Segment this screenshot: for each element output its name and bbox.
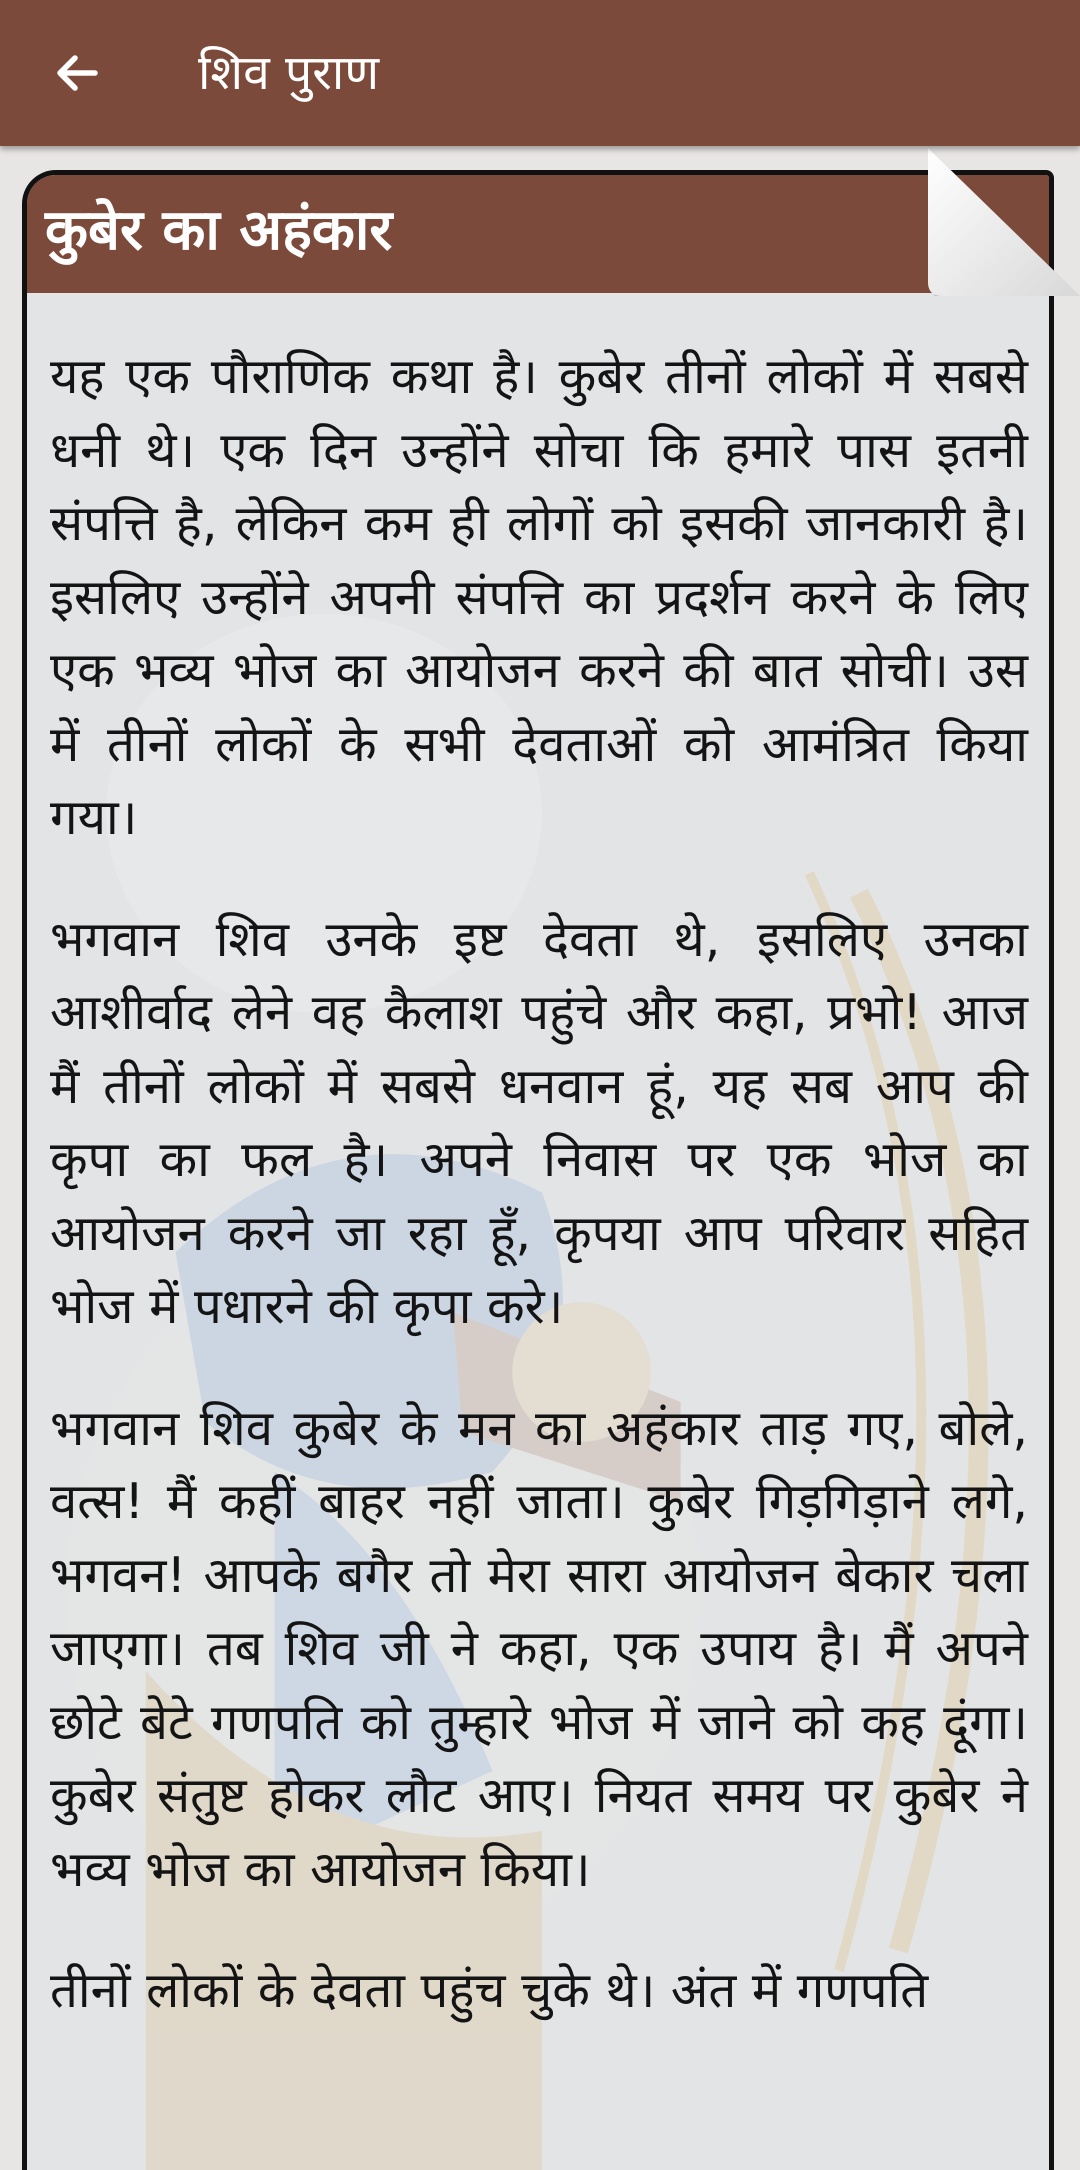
- back-button[interactable]: [40, 36, 114, 110]
- app-title: शिव पुराण: [198, 45, 380, 101]
- story-title: कुबेर का अहंकार: [45, 198, 393, 263]
- page-curl-icon: [928, 148, 1080, 296]
- story-body: [50, 340, 1028, 2076]
- story-paragraph: भगवान शिव उनके इष्ट देवता थे, इसलिए उनका आशीर्वाद लेने वह कैलाश पहुंचे और कहा, प्रभो! आज मैं तीनों लोकों में सबसे धनवान हूं, यह सब आप की कृपा का फल है। अपने निवास पर एक भोज का आयोजन करने जा रहा हूँ, कृपया आप परिवार सहित भोज में पधारने की कृपा करे।: [50, 910, 1028, 1335]
- arrow-left-icon: [53, 49, 101, 97]
- story-paragraph: यह एक पौराणिक कथा है। कुबेर तीनों लोकों में सबसे धनी थे। एक दिन उन्होंने सोचा कि हमारे पास इतनी संपत्ति है, लेकिन कम ही लोगों को इसकी जानकारी है। इसलिए उन्होंने अपनी संपत्ति का प्रदर्शन करने के लिए एक भव्य भोज का आयोजन करने की बात सोची। उस में तीनों लोकों के सभी देवताओं को आमंत्रित किया गया।: [50, 348, 1028, 846]
- app-bar: [0, 0, 1080, 146]
- card-header: [27, 175, 1049, 293]
- story-paragraph: तीनों लोकों के देवता पहुंच चुके थे। अंत में गणपति: [50, 1962, 929, 2019]
- story-paragraph: भगवान शिव कुबेर के मन का अहंकार ताड़ गए, बोले, वत्स! मैं कहीं बाहर नहीं जाता। कुबेर गिड़गिड़ाने लगे, भगवन! आपके बगैर तो मेरा सारा आयोजन बेकार चला जाएगा। तब शिव जी ने कहा, एक उपाय है। मैं अपने छोटे बेटे गणपति को तुम्हारे भोज में जाने को कह दूंगा। कुबेर संतुष्ट होकर लौट आए। नियत समय पर कुबेर ने भव्य भोज का आयोजन किया।: [50, 1399, 1028, 1898]
